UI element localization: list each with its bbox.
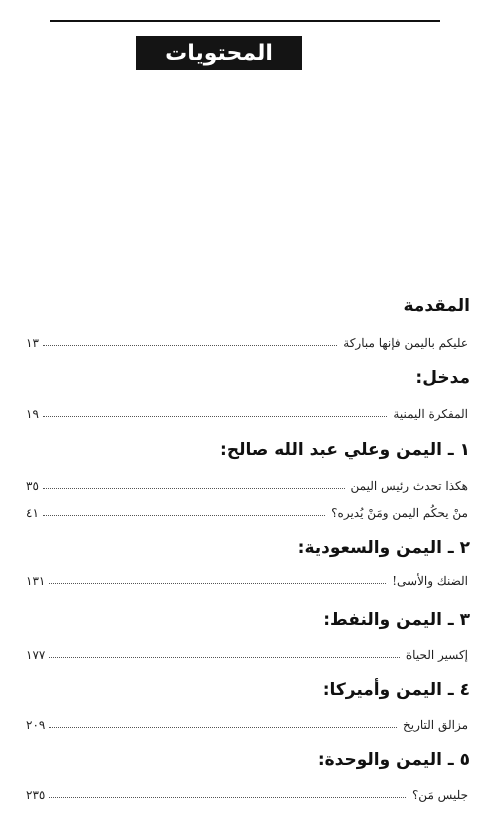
toc-heading-introduction: المقدمة xyxy=(403,296,470,316)
toc-entry[interactable] xyxy=(26,473,468,493)
dot-leader xyxy=(43,345,337,346)
toc-entry[interactable] xyxy=(26,642,468,662)
toc-entry[interactable] xyxy=(26,782,468,802)
toc-heading-chapter-4: ٤ ـ اليمن وأميركا: xyxy=(322,680,470,700)
toc-heading-chapter-3: ٣ ـ اليمن والنفط: xyxy=(323,610,470,630)
toc-entry-title: جليس مَن؟ xyxy=(411,788,468,802)
dot-leader xyxy=(49,727,397,728)
toc-entry-title: إكسير الحياة xyxy=(405,648,468,662)
toc-entry-page: ٢٣٥ xyxy=(26,788,46,802)
toc-entry-page: ١٩ xyxy=(26,407,39,421)
dot-leader xyxy=(49,657,400,658)
toc-entry[interactable] xyxy=(26,568,468,588)
toc-entry-title: مزالق التاريخ xyxy=(402,718,468,732)
toc-entry[interactable] xyxy=(26,712,468,732)
toc-heading-chapter-5: ٥ ـ اليمن والوحدة: xyxy=(317,750,470,770)
toc-entry-page: ٤١ xyxy=(26,506,39,520)
dot-leader xyxy=(43,416,388,417)
toc-entry[interactable] xyxy=(26,401,468,421)
toc-entry-page: ١٧٧ xyxy=(26,648,46,662)
toc-entry[interactable] xyxy=(26,330,468,350)
dot-leader xyxy=(43,515,325,516)
dot-leader xyxy=(49,797,406,798)
toc-entry-title: منْ يحكُم اليمن ومَنْ يُديره؟ xyxy=(331,506,468,520)
toc-heading-entry: مدخل: xyxy=(415,368,470,388)
toc-heading-chapter-1: ١ ـ اليمن وعلي عبد الله صالح: xyxy=(220,440,470,460)
toc-entry[interactable] xyxy=(26,500,468,520)
page-title-text: المحتويات xyxy=(165,40,273,66)
toc-entry-title: الضنك والأسى! xyxy=(392,574,468,588)
toc-entry-page: ٣٥ xyxy=(26,479,39,493)
toc-entry-title: هكذا تحدث رئيس اليمن xyxy=(350,479,468,493)
dot-leader xyxy=(43,488,345,489)
toc-entry-page: ١٣١ xyxy=(26,574,46,588)
toc-heading-chapter-2: ٢ ـ اليمن والسعودية: xyxy=(297,538,470,558)
toc-entry-page: ٢٠٩ xyxy=(26,718,46,732)
dot-leader xyxy=(49,583,386,584)
toc-entry-title: المفكرة اليمنية xyxy=(393,407,468,421)
toc-entry-page: ١٣ xyxy=(26,336,39,350)
toc-entry-title: عليكم باليمن فإنها مباركة xyxy=(343,336,468,350)
